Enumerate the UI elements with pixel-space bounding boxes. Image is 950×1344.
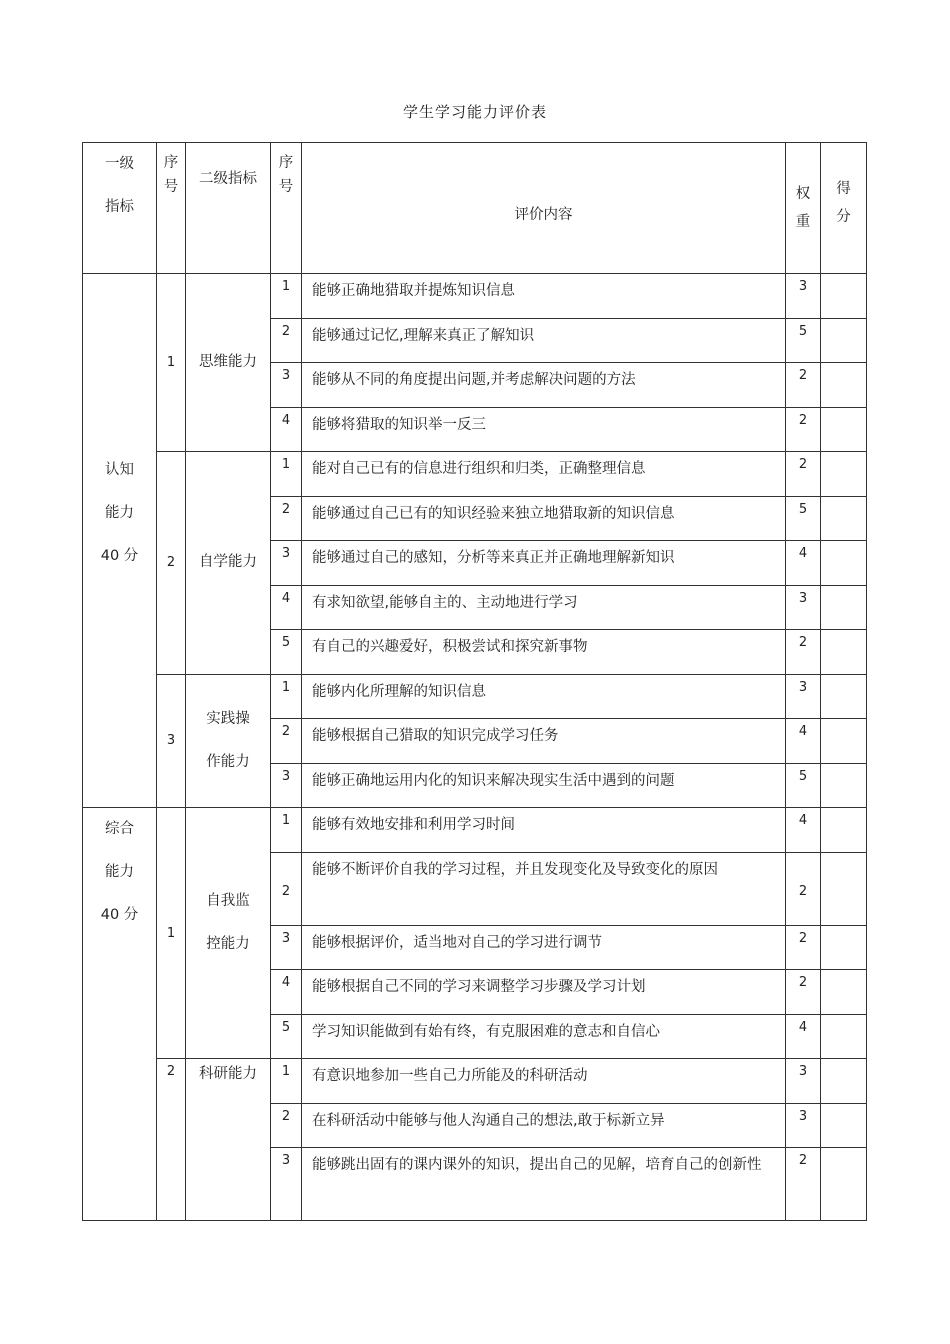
- item-score-cell[interactable]: [821, 1148, 867, 1221]
- group-seq: 2: [157, 1059, 186, 1221]
- item-content: 能够根据自己猎取的知识完成学习任务: [302, 719, 786, 764]
- group-seq: 1: [157, 274, 186, 452]
- item-score-cell[interactable]: [821, 808, 867, 853]
- item-score-cell[interactable]: [821, 719, 867, 764]
- item-content: 能够从不同的角度提出问题,并考虑解决问题的方法: [302, 363, 786, 408]
- item-content: 能够正确地猎取并提炼知识信息: [302, 274, 786, 319]
- item-seq: 2: [271, 852, 302, 925]
- item-score-cell[interactable]: [821, 674, 867, 719]
- item-score-cell[interactable]: [821, 852, 867, 925]
- item-score-cell[interactable]: [821, 630, 867, 675]
- item-weight: 4: [786, 808, 821, 853]
- header-content: 评价内容: [302, 143, 786, 274]
- item-seq: 4: [271, 407, 302, 452]
- item-content: 能够内化所理解的知识信息: [302, 674, 786, 719]
- item-seq: 3: [271, 541, 302, 586]
- item-score-cell[interactable]: [821, 363, 867, 408]
- item-content: 能够将猎取的知识举一反三: [302, 407, 786, 452]
- table-row: [83, 1059, 867, 1104]
- item-content: 能够不断评价自我的学习过程，并且发现变化及导致变化的原因: [302, 852, 786, 925]
- item-seq: 1: [271, 452, 302, 497]
- level1-indicator: 认知 能力 40 分: [83, 274, 157, 808]
- header-score: 得 分: [821, 143, 867, 274]
- item-weight: 4: [786, 541, 821, 586]
- item-seq: 1: [271, 808, 302, 853]
- item-weight: 3: [786, 274, 821, 319]
- evaluation-table: [82, 142, 867, 1221]
- item-weight: 2: [786, 970, 821, 1015]
- item-weight: 2: [786, 452, 821, 497]
- item-score-cell[interactable]: [821, 274, 867, 319]
- item-seq: 3: [271, 363, 302, 408]
- group-seq: 2: [157, 452, 186, 675]
- group-seq: 3: [157, 674, 186, 808]
- header-seq1: 序 号: [157, 143, 186, 274]
- item-seq: 2: [271, 1103, 302, 1148]
- item-score-cell[interactable]: [821, 541, 867, 586]
- item-score-cell[interactable]: [821, 925, 867, 970]
- item-seq: 2: [271, 318, 302, 363]
- item-weight: 2: [786, 630, 821, 675]
- item-content: 能够有效地安排和利用学习时间: [302, 808, 786, 853]
- item-seq: 1: [271, 274, 302, 319]
- level1-indicator: 综合 能力 40 分: [83, 808, 157, 1221]
- item-weight: 2: [786, 363, 821, 408]
- item-content: 在科研活动中能够与他人沟通自己的想法,敢于标新立异: [302, 1103, 786, 1148]
- item-content: 能够通过自己已有的知识经验来独立地猎取新的知识信息: [302, 496, 786, 541]
- item-weight: 3: [786, 674, 821, 719]
- item-seq: 3: [271, 1148, 302, 1221]
- item-content: 有意识地参加一些自己力所能及的科研活动: [302, 1059, 786, 1104]
- item-weight: 4: [786, 1014, 821, 1059]
- item-seq: 4: [271, 970, 302, 1015]
- item-score-cell[interactable]: [821, 763, 867, 808]
- item-content: 能够跳出固有的课内课外的知识，提出自己的见解，培育自己的创新性: [302, 1148, 786, 1221]
- item-score-cell[interactable]: [821, 1059, 867, 1104]
- item-content: 能够根据自己不同的学习来调整学习步骤及学习计划: [302, 970, 786, 1015]
- item-weight: 5: [786, 318, 821, 363]
- header-level2: 二级指标: [186, 143, 271, 274]
- item-score-cell[interactable]: [821, 496, 867, 541]
- item-score-cell[interactable]: [821, 1103, 867, 1148]
- level2-indicator: 自学能力: [186, 452, 271, 675]
- item-score-cell[interactable]: [821, 585, 867, 630]
- item-score-cell[interactable]: [821, 1014, 867, 1059]
- item-seq: 4: [271, 585, 302, 630]
- item-weight: 4: [786, 719, 821, 764]
- level2-indicator: 实践操 作能力: [186, 674, 271, 808]
- item-seq: 1: [271, 1059, 302, 1104]
- table-row: [83, 674, 867, 719]
- item-weight: 2: [786, 1148, 821, 1221]
- item-content: 能够根据评价，适当地对自己的学习进行调节: [302, 925, 786, 970]
- item-weight: 5: [786, 496, 821, 541]
- page-title: 学生学习能力评价表: [402, 103, 547, 121]
- item-content: 有求知欲望,能够自主的、主动地进行学习: [302, 585, 786, 630]
- item-content: 能够通过自己的感知，分析等来真正并正确地理解新知识: [302, 541, 786, 586]
- header-level1: 一级 指标: [83, 143, 157, 274]
- table-row: [83, 274, 867, 319]
- item-weight: 2: [786, 925, 821, 970]
- item-weight: 3: [786, 585, 821, 630]
- item-content: 学习知识能做到有始有终，有克服困难的意志和自信心: [302, 1014, 786, 1059]
- table-row: [83, 808, 867, 853]
- item-weight: 3: [786, 1103, 821, 1148]
- item-weight: 2: [786, 407, 821, 452]
- level2-indicator: 自我监 控能力: [186, 808, 271, 1059]
- item-content: 能够通过记忆,理解来真正了解知识: [302, 318, 786, 363]
- level2-indicator: 科研能力: [186, 1059, 271, 1221]
- group-seq: 1: [157, 808, 186, 1059]
- table-row: [83, 452, 867, 497]
- item-weight: 5: [786, 763, 821, 808]
- item-content: 能够正确地运用内化的知识来解决现实生活中遇到的问题: [302, 763, 786, 808]
- item-seq: 5: [271, 630, 302, 675]
- level2-indicator: 思维能力: [186, 274, 271, 452]
- header-seq2: 序 号: [271, 143, 302, 274]
- item-seq: 5: [271, 1014, 302, 1059]
- item-score-cell[interactable]: [821, 407, 867, 452]
- item-seq: 3: [271, 763, 302, 808]
- item-weight: 2: [786, 852, 821, 925]
- item-seq: 3: [271, 925, 302, 970]
- item-score-cell[interactable]: [821, 970, 867, 1015]
- item-weight: 3: [786, 1059, 821, 1104]
- item-score-cell[interactable]: [821, 452, 867, 497]
- item-content: 能对自己已有的信息进行组织和归类，正确整理信息: [302, 452, 786, 497]
- item-content: 有自己的兴趣爱好，积极尝试和探究新事物: [302, 630, 786, 675]
- header-weight: 权 重: [786, 143, 821, 274]
- item-score-cell[interactable]: [821, 318, 867, 363]
- item-seq: 1: [271, 674, 302, 719]
- item-seq: 2: [271, 496, 302, 541]
- item-seq: 2: [271, 719, 302, 764]
- header-row: [83, 143, 867, 274]
